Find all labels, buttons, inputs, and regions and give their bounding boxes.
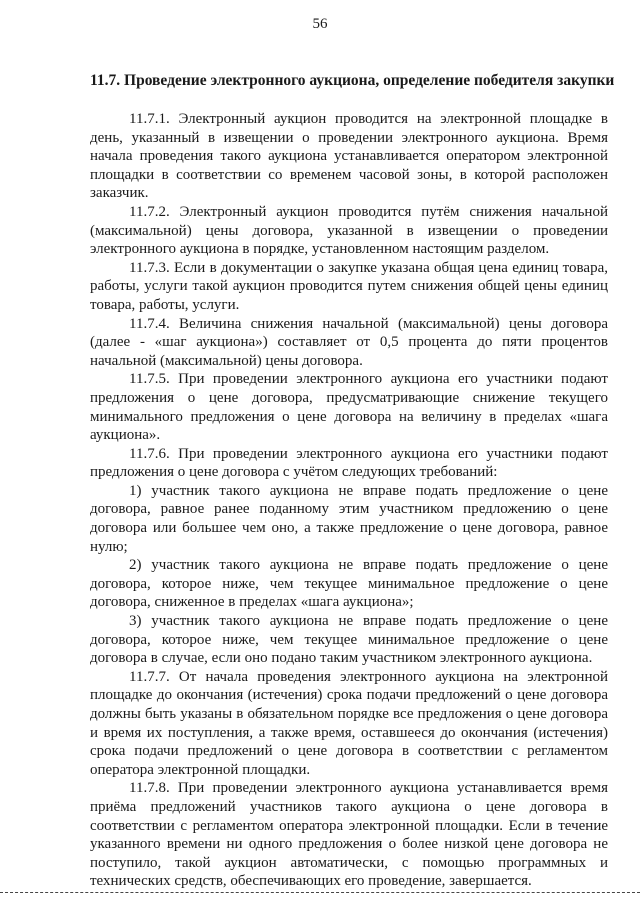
paragraph-11-7-3: 11.7.3. Если в документации о закупке указана общая цена единиц товара, работы, услуги такой аукцион проводится путем снижения общей цены единиц товара, работы, услуги. xyxy=(90,259,608,313)
paragraph-11-7-6: 11.7.6. При проведении электронного аукциона его участники подают предложения о цене договора с учётом следующих требований: xyxy=(90,445,608,481)
list-item-3: 3) участник такого аукциона не вправе подать предложение о цене договора, которое ниже, чем текущее минимальное предложение о цене договора в случае, если оно подано таким участником электронного аукциона. xyxy=(90,613,608,667)
paragraph-11-7-1: 11.7.1. Электронный аукцион проводится на электронной площадке в день, указанный в извещении о проведении электронного аукциона. Время начала проведения такого аукциона устанавливается оператором электронной площадки в соответствии со временем часовой зоны, в которой расположен заказчик. xyxy=(90,111,608,202)
list-item-2: 2) участник такого аукциона не вправе подать предложение о цене договора, которое ниже, чем текущее минимальное предложение о цене договора, сниженное в пределах «шага аукциона»; xyxy=(90,557,608,611)
paragraph-11-7-8: 11.7.8. При проведении электронного аукциона устанавливается время приёма предложений участников такого аукциона о цене договора в соответствии с регламентом оператора электронной площадки. Если в течение указанного времени ни одного предложения о более низкой цене договора не поступило, такой аукцион автоматически, с помощью программных и технических средств, обеспечивающих его проведение, завершается. xyxy=(90,780,608,890)
section-heading: 11.7. Проведение электронного аукциона, определение победителя закупки xyxy=(90,72,615,89)
paragraph-11-7-4: 11.7.4. Величина снижения начальной (максимальной) цены договора (далее - «шаг аукциона») составляет от 0,5 процента до пяти процентов начальной (максимальной) цены договора. xyxy=(90,315,608,369)
footer-rule xyxy=(0,892,640,893)
page-number: 56 xyxy=(312,16,328,32)
paragraph-11-7-2: 11.7.2. Электронный аукцион проводится путём снижения начальной (максимальной) цены договора, указанной в извещении о проведении электронного аукциона в порядке, установленном настоящим разделом. xyxy=(90,203,608,258)
paragraph-11-7-7: 11.7.7. От начала проведения электронного аукциона на электронной площадке до окончания (истечения) срока подачи предложений о цене договора должны быть указаны в обязательном порядке все предложения о цене договора и время их поступления, а также время, оставшееся до окончания (истечения) срока подачи предложений о цене договора в соответствии с регламентом оператора электронной площадки. xyxy=(90,668,608,778)
document-body xyxy=(90,110,608,891)
paragraph-11-7-5: 11.7.5. При проведении электронного аукциона его участники подают предложения о цене договора, предусматривающие снижение текущего минимального предложения о цене договора на величину в пределах «шага аукциона». xyxy=(90,371,608,444)
list-item-1: 1) участник такого аукциона не вправе подать предложение о цене договора, равное ранее поданному этим участником предложению о цене договора или большее чем оно, а также предложение о цене договора, равное нулю; xyxy=(90,482,608,555)
